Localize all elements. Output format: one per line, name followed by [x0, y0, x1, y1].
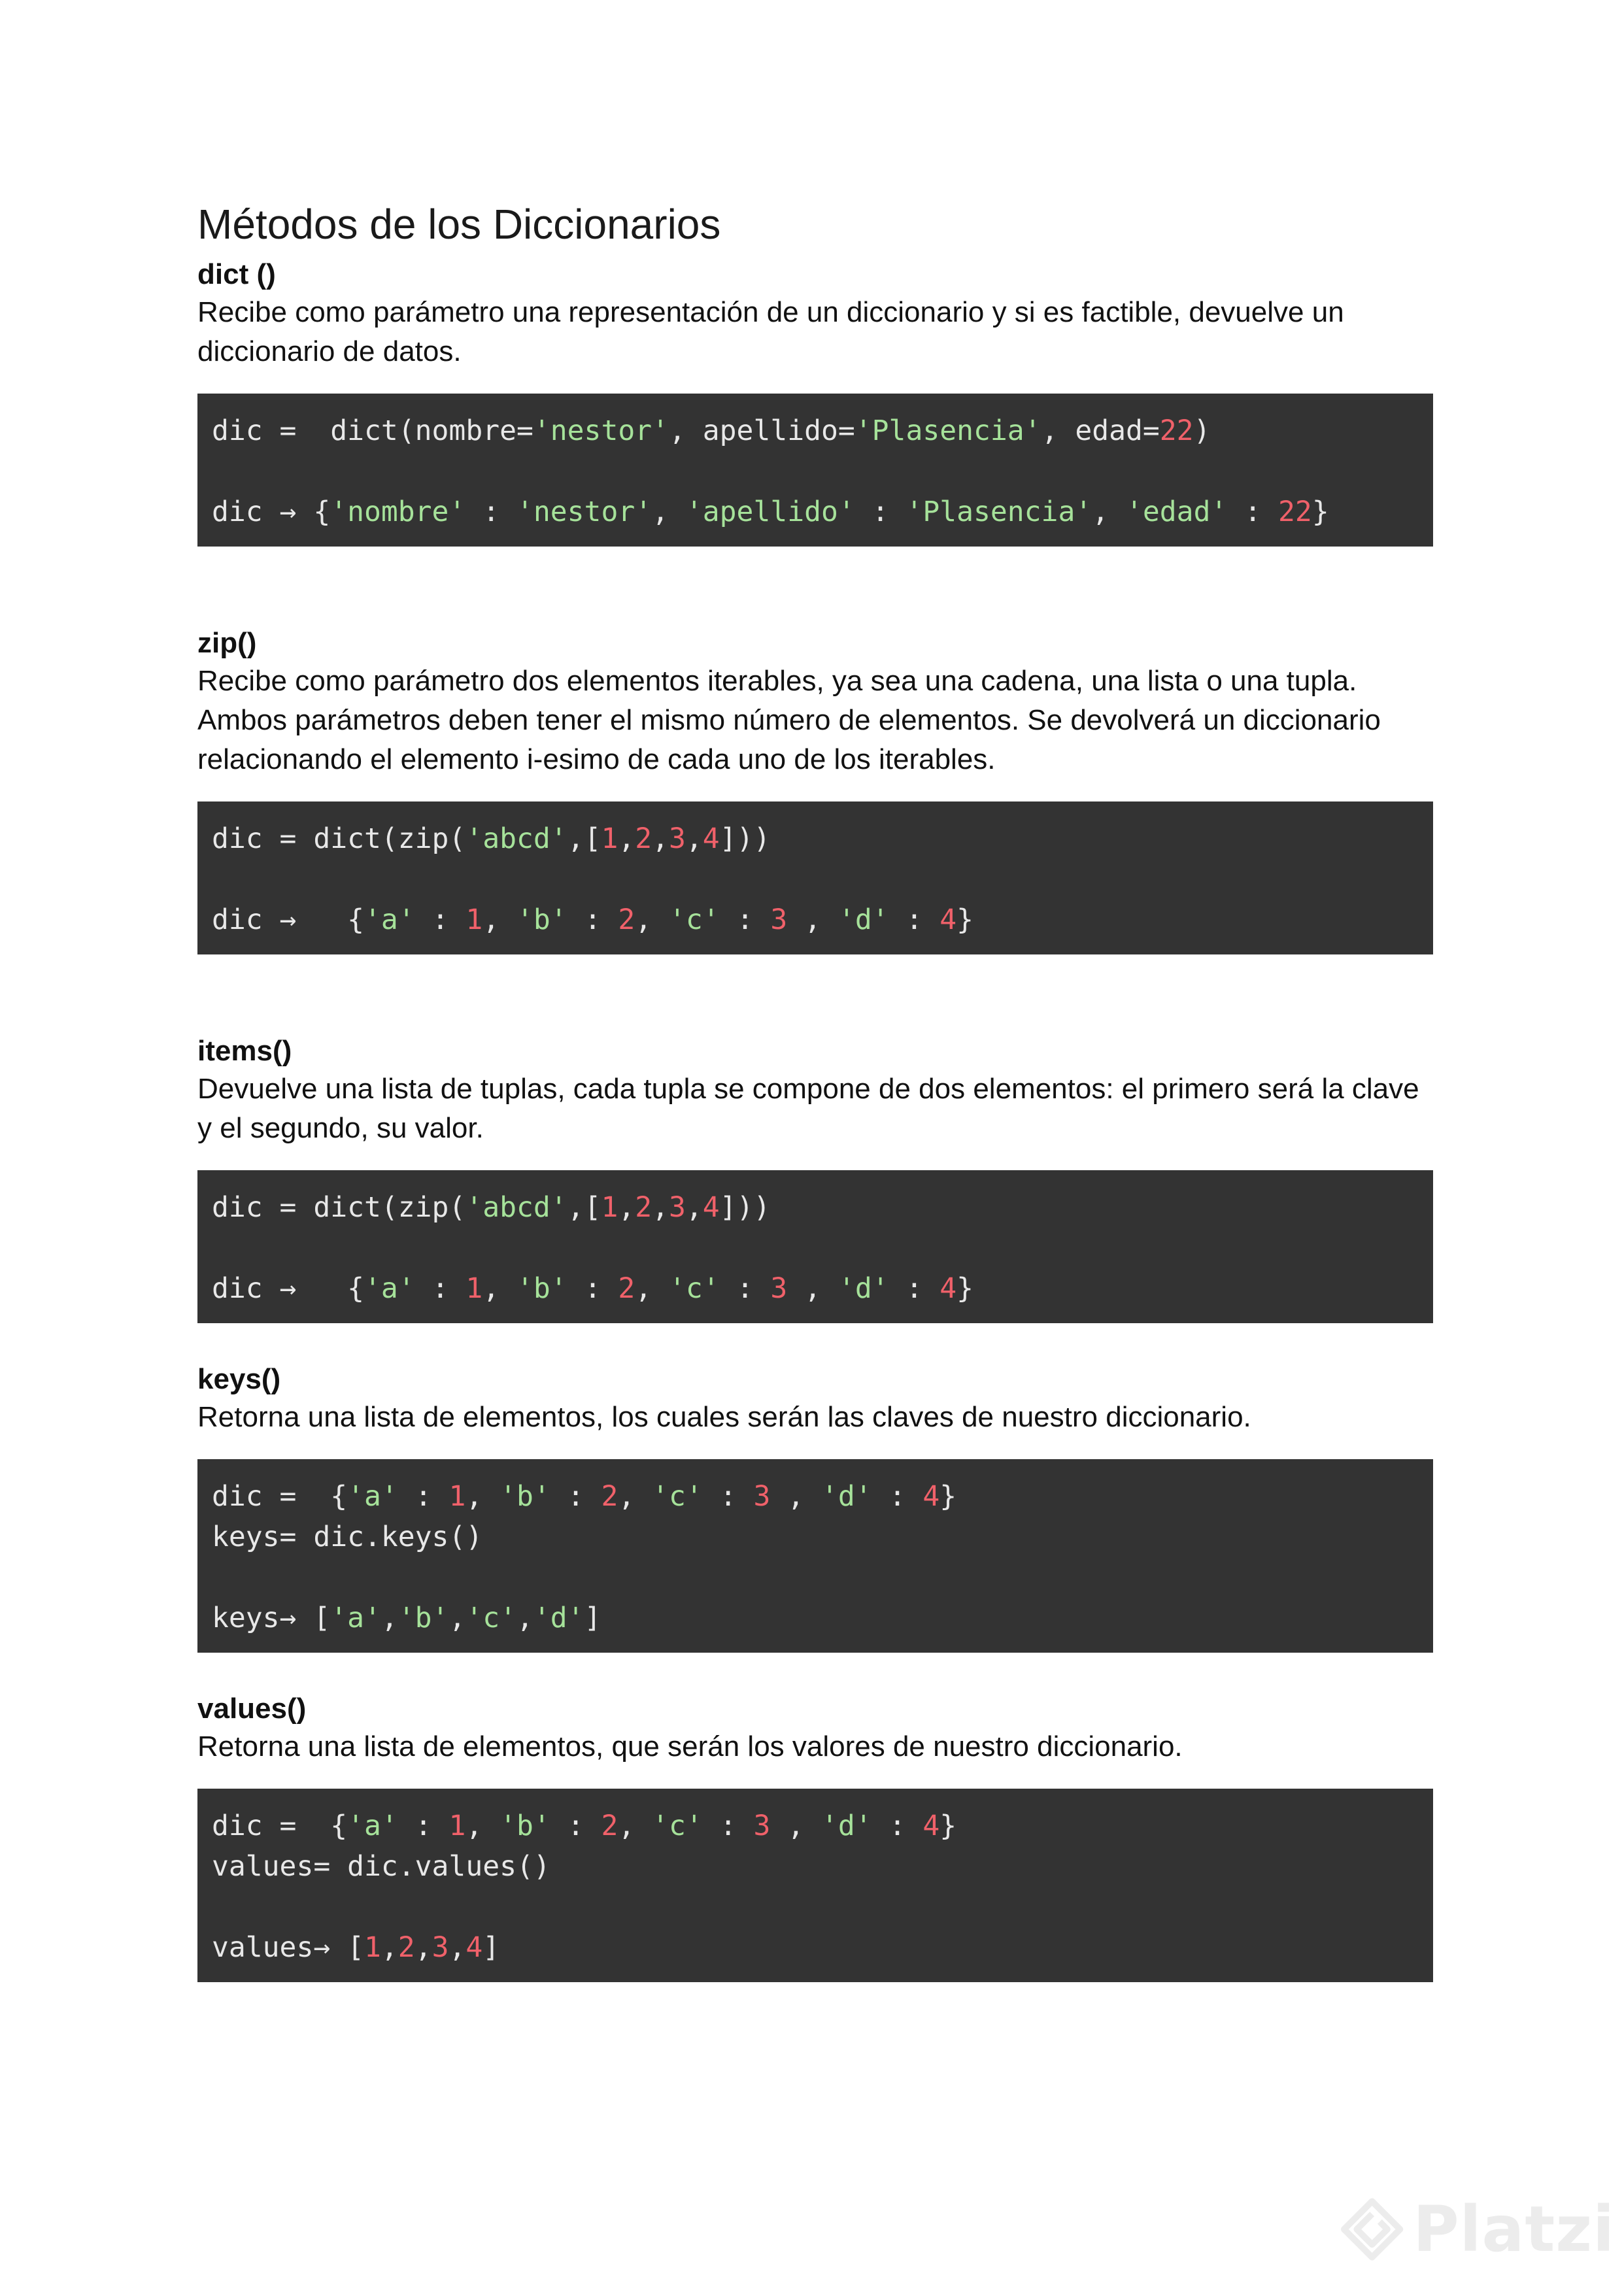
section-description: Retorna una lista de elementos, los cuales serán las claves de nuestro diccionario. — [197, 1401, 1251, 1433]
code-text: , — [787, 903, 838, 936]
code-string: 'a' — [364, 903, 415, 936]
code-text: : — [702, 1810, 754, 1842]
section-dict — [197, 256, 1433, 547]
code-number: 3 — [669, 822, 686, 855]
code-number: 2 — [635, 1191, 652, 1224]
code-string: 'd' — [533, 1602, 584, 1634]
code-string: 'nombre' — [330, 496, 466, 528]
code-text: } — [939, 1810, 957, 1842]
code-string: 'd' — [837, 903, 889, 936]
code-text: , — [618, 1191, 635, 1224]
code-text: } — [939, 1480, 957, 1513]
code-line — [212, 1846, 1419, 1887]
code-text: , — [685, 822, 703, 855]
code-text: , — [465, 1480, 500, 1513]
code-line — [212, 492, 1419, 532]
section-items — [197, 1033, 1433, 1323]
code-string: 'b' — [398, 1602, 449, 1634]
code-text: , — [516, 1602, 533, 1634]
code-line — [212, 451, 1419, 492]
code-number: 3 — [669, 1191, 686, 1224]
section-values — [197, 1691, 1433, 1982]
code-text: , — [618, 1480, 652, 1513]
code-number: 1 — [465, 1272, 483, 1305]
code-text: , — [618, 1810, 652, 1842]
code-text: , — [414, 1931, 432, 1964]
code-line — [212, 1187, 1419, 1228]
code-string: 'c' — [669, 1272, 720, 1305]
code-number: 1 — [465, 903, 483, 936]
code-text: , — [787, 1272, 838, 1305]
code-text: , — [652, 1191, 669, 1224]
platzi-logo-icon — [1340, 2180, 1404, 2278]
code-string: 'b' — [499, 1480, 550, 1513]
code-text: dic = { — [212, 1480, 348, 1513]
code-number: 3 — [770, 903, 788, 936]
code-text: : — [719, 1272, 771, 1305]
code-text: , — [635, 1272, 669, 1305]
code-text: : — [550, 1810, 601, 1842]
code-text: : — [550, 1480, 601, 1513]
code-text: , — [448, 1602, 466, 1634]
code-string: 'b' — [516, 1272, 567, 1305]
code-number: 22 — [1278, 496, 1312, 528]
code-string: 'Plasencia' — [905, 496, 1092, 528]
code-text: , — [770, 1480, 822, 1513]
code-text: , — [448, 1931, 466, 1964]
code-line — [212, 1806, 1419, 1846]
code-text: dic = { — [212, 1810, 348, 1842]
code-string: 'apellido' — [685, 496, 855, 528]
code-text: , — [381, 1931, 398, 1964]
code-string: 'abcd' — [465, 822, 567, 855]
code-number: 2 — [601, 1480, 618, 1513]
code-text: ,[ — [567, 822, 601, 855]
code-text: : — [465, 496, 516, 528]
code-text: : — [702, 1480, 754, 1513]
code-line — [212, 1268, 1419, 1309]
code-number: 1 — [601, 1191, 618, 1224]
code-text: : — [854, 496, 906, 528]
code-line — [212, 1557, 1419, 1598]
code-number: 2 — [398, 1931, 415, 1964]
code-number: 2 — [618, 1272, 635, 1305]
code-text: , — [618, 822, 635, 855]
code-text: } — [956, 903, 974, 936]
code-text: : — [567, 1272, 618, 1305]
code-string: 'a' — [347, 1480, 398, 1513]
code-text: ] — [482, 1931, 500, 1964]
code-text: dic = dict(zip( — [212, 1191, 466, 1224]
code-text: dic → { — [212, 903, 364, 936]
document-page — [197, 195, 1433, 1982]
code-string: 'c' — [652, 1480, 703, 1513]
code-string: 'd' — [821, 1480, 872, 1513]
section-title: items() — [197, 1035, 292, 1067]
code-line — [212, 411, 1419, 451]
code-line — [212, 859, 1419, 900]
code-number: 3 — [753, 1810, 771, 1842]
code-line — [212, 818, 1419, 859]
code-number: 1 — [364, 1931, 381, 1964]
code-text: , — [652, 822, 669, 855]
code-text: : — [1227, 496, 1279, 528]
section-title: zip() — [197, 627, 257, 659]
code-block — [197, 394, 1433, 547]
code-string: 'Plasencia' — [854, 414, 1041, 447]
code-string: 'c' — [465, 1602, 517, 1634]
code-text: , — [482, 903, 517, 936]
code-string: 'a' — [330, 1602, 381, 1634]
code-line — [212, 1476, 1419, 1517]
section-description: Recibe como parámetro dos elementos iterables, ya sea una cadena, una lista o una tupla. Ambos parámetros deben tener el mismo número de elementos. Se devolverá un diccionario relacionando el elemento i-esimo de cada uno de los iterables. — [197, 665, 1381, 775]
section-keys — [197, 1361, 1433, 1653]
section-title: values() — [197, 1693, 307, 1725]
code-text: , apellido= — [669, 414, 855, 447]
code-text: , — [465, 1810, 500, 1842]
code-number: 2 — [601, 1810, 618, 1842]
code-string: 'c' — [669, 903, 720, 936]
code-number: 2 — [635, 822, 652, 855]
code-text: : — [398, 1810, 449, 1842]
code-number: 4 — [702, 1191, 720, 1224]
code-line — [212, 1517, 1419, 1557]
code-number: 2 — [618, 903, 635, 936]
code-text: : — [719, 903, 771, 936]
code-text: values→ [ — [212, 1931, 364, 1964]
code-text: values= dic.values() — [212, 1850, 550, 1883]
section-title: dict () — [197, 258, 276, 290]
code-text: : — [414, 903, 466, 936]
code-block — [197, 801, 1433, 954]
code-number: 4 — [922, 1810, 940, 1842]
code-number: 3 — [431, 1931, 449, 1964]
code-block — [197, 1170, 1433, 1323]
code-string: 'a' — [364, 1272, 415, 1305]
code-number: 3 — [753, 1480, 771, 1513]
code-text: , — [770, 1810, 822, 1842]
code-text: } — [956, 1272, 974, 1305]
code-number: 4 — [939, 1272, 957, 1305]
platzi-watermark — [1340, 2177, 1615, 2282]
page-title: Métodos de los Diccionarios — [197, 201, 721, 248]
code-text: ,[ — [567, 1191, 601, 1224]
code-block — [197, 1459, 1433, 1653]
code-text: dic → { — [212, 1272, 364, 1305]
code-string: 'b' — [516, 903, 567, 936]
code-text: keys→ [ — [212, 1602, 331, 1634]
code-string: 'a' — [347, 1810, 398, 1842]
section-zip — [197, 625, 1433, 954]
code-text: : — [398, 1480, 449, 1513]
watermark-text: Platzi — [1413, 2193, 1615, 2266]
code-text: : — [888, 903, 940, 936]
code-text: , — [685, 1191, 703, 1224]
code-string: 'b' — [499, 1810, 550, 1842]
code-number: 1 — [448, 1480, 466, 1513]
code-text: dic = dict(nombre= — [212, 414, 533, 447]
code-text: keys= dic.keys() — [212, 1521, 483, 1553]
code-string: 'c' — [652, 1810, 703, 1842]
code-line — [212, 1228, 1419, 1268]
code-line — [212, 900, 1419, 940]
code-text: dic → { — [212, 496, 331, 528]
code-text: : — [888, 1272, 940, 1305]
code-text: dic = dict(zip( — [212, 822, 466, 855]
code-text: ])) — [719, 822, 771, 855]
code-string: 'nestor' — [533, 414, 669, 447]
code-number: 4 — [939, 903, 957, 936]
code-text: , — [1092, 496, 1126, 528]
code-number: 22 — [1159, 414, 1194, 447]
code-line — [212, 1598, 1419, 1638]
code-text: ] — [584, 1602, 601, 1634]
code-string: 'd' — [837, 1272, 889, 1305]
code-text: : — [567, 903, 618, 936]
code-text: , — [381, 1602, 398, 1634]
code-text: ) — [1193, 414, 1211, 447]
code-text: : — [871, 1480, 923, 1513]
section-description: Retorna una lista de elementos, que serán los valores de nuestro diccionario. — [197, 1730, 1183, 1763]
code-line — [212, 1927, 1419, 1968]
code-text: : — [871, 1810, 923, 1842]
code-text: , — [635, 903, 669, 936]
code-number: 4 — [702, 822, 720, 855]
section-title: keys() — [197, 1363, 281, 1395]
code-string: 'abcd' — [465, 1191, 567, 1224]
code-block — [197, 1789, 1433, 1982]
code-text: , — [482, 1272, 517, 1305]
section-description: Devuelve una lista de tuplas, cada tupla se compone de dos elementos: el primero será la clave y el segundo, su valor. — [197, 1073, 1419, 1144]
code-number: 4 — [465, 1931, 483, 1964]
code-number: 1 — [601, 822, 618, 855]
code-text: , edad= — [1041, 414, 1160, 447]
code-string: 'd' — [821, 1810, 872, 1842]
code-text: , — [652, 496, 686, 528]
code-text: } — [1311, 496, 1329, 528]
code-string: 'nestor' — [516, 496, 652, 528]
code-text: ])) — [719, 1191, 771, 1224]
code-string: 'edad' — [1126, 496, 1228, 528]
code-number: 4 — [922, 1480, 940, 1513]
code-text: : — [414, 1272, 466, 1305]
code-number: 1 — [448, 1810, 466, 1842]
section-description: Recibe como parámetro una representación de un diccionario y si es factible, devuelve un diccionario de datos. — [197, 296, 1344, 367]
code-line — [212, 1887, 1419, 1927]
code-number: 3 — [770, 1272, 788, 1305]
